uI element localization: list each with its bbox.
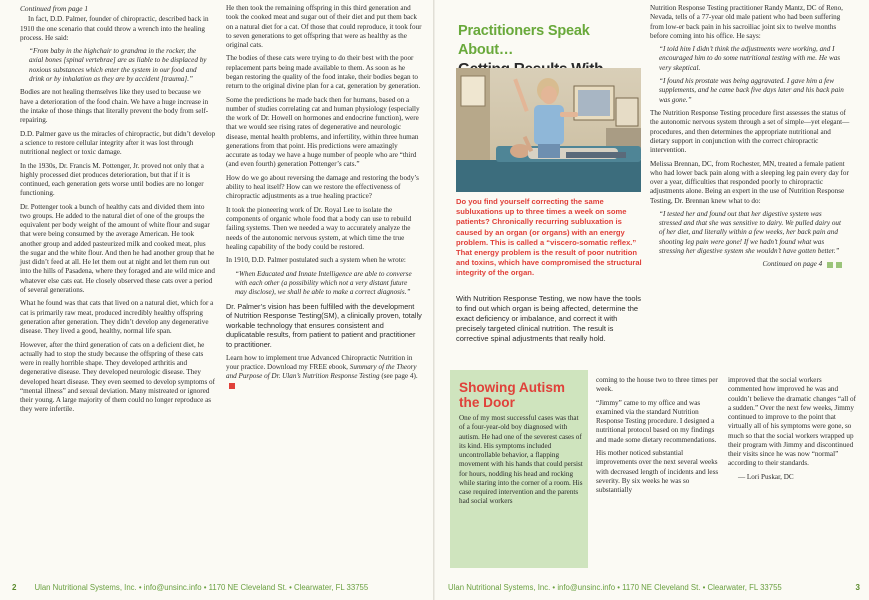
sidebar-column-1: [459, 414, 585, 511]
quote: “From baby in the highchair to grandma in the rocker, the axial bones [spinal vertebrae] are as liable to be displaced by noxious substances which enter the system in our food and drink or by inhalation as they are by accident [trauma].”: [29, 47, 207, 83]
paragraph: “Jimmy” came to my office and was examined via the standard Nutrition Response Testing procedure. I designed a nutritional protocol based on my findings and made some dietary recommendations.: [596, 398, 717, 444]
paragraph: In the 1930s, Dr. Francis M. Pottenger, Jr. proved not only that a highly processed diet produces deterioration, but that if it is continued, each generation gets worse until bodies are no longer functioning.: [20, 161, 204, 198]
paragraph: How do we go about reversing the damage and restoring the body’s ability to heal itself? How can we restore the effectiveness of chiropractic adjustments as a true healing practice?: [226, 173, 419, 201]
quote: “When Educated and Innate Intelligence are able to converse with each other (a possibility which not a very distant future may disclose), we shall be able to make a correct diagnosis.”: [235, 269, 412, 297]
paragraph: Melissa Brennan, DC, from Rochester, MN, treated a female patient who had lower back pain along with a sleeping leg pain every day for over a year, difficulties that responded poorly to chiropractic adjustments alone. Being an expert in the use of Nutrition Response Testing, Dr. Brennan knew what to do:: [650, 159, 849, 205]
sidebar-column-2: [596, 376, 722, 500]
left-column-1: [20, 4, 216, 419]
paragraph: The Nutrition Response Testing procedure first assesses the status of the autonomic nervous system through a set of simple—yet elegant—procedures, and then determines the appropriate nutritional and dietary support in conjunction with the correct chiropractic intervention.: [650, 109, 850, 155]
callout-text: Do you find yourself correcting the same subluxations up to three times a week on some patients? Chronically recurring subluxation is caused by an organ (or organs) with an energy problem. This is called a “viscero-somatic reflex.” That energy problem is the result of poor nutrition and toxins, which have compromised the structural integrity of the organ.: [456, 197, 642, 278]
sidebar-title-line: the Door: [459, 395, 515, 410]
paragraph: With Nutrition Response Testing, we now have the tools to find out which organ is being affected, determine the exact deficiency or imbalance, and correct it with precisely targeted clinical nutrition. The result is corrective spinal adjustments that really hold.: [456, 294, 641, 343]
paragraph: It took the pioneering work of Dr. Royal Lee to isolate the components of organic whole food that a body can use to rebuild failing systems. Then we needed a way to accurately analyze the needs of the autonomic nervous system, at which time the true healing capability of the body could be restored.: [226, 205, 412, 251]
paragraph: Dr. Pottenger took a bunch of healthy cats and divided them into two groups. He added to the natural diet of one of the groups the equivalent per body weight of the amount of white flour and sugar that were being consumed by the average American. He took another group and added pasteurized milk and cooked meat, plus the sugar and the white flour. And then he had another group that he just didn’t feed at all. He let them out at night and let them run out into the hills of Pasadena, where they foraged and ate wild mice and whatever else cats eat. He closely observed these cats over a period of several generations.: [20, 202, 215, 294]
square-icon: [827, 262, 833, 268]
paragraph: In 1910, D.D. Palmer postulated such a system when he wrote:: [226, 256, 406, 265]
end-mark-icon: [229, 383, 235, 389]
page-number: 3: [855, 582, 860, 592]
paragraph: The bodies of these cats were trying to do their best with the poor replacement parts being made available to them. As soon as he began restoring the quality of the food intake, their bodies began to return to the original divine plan for a cat, generation by generation.: [226, 54, 421, 91]
left-page: [0, 0, 434, 600]
paragraph: In fact, D.D. Palmer, founder of chiropractic, described back in 1910 the one scenario that could throw a wrench into the healing process. He said:: [20, 15, 209, 42]
right-column-2: [650, 4, 850, 274]
footer-text: Ulan Nutritional Systems, Inc. • info@unsinc.info • 1170 NE Cleveland St. • Clearwater, FL 33755: [448, 582, 782, 592]
photo-illustration: [456, 68, 641, 192]
ebook-title[interactable]: Summary of the Theory and Purpose of Dr. Ulan’s Nutrition Response Testing: [226, 362, 417, 381]
sidebar-title: [459, 380, 565, 410]
paragraph-text: Learn how to implement true Advanced Chiropractic Nutrition in your practice. Download my FREE ebook,: [226, 353, 413, 371]
quote: “I tested her and found out that her digestive system was stressed and that she was sensitive to dairy. We pulled dairy out of her diet, and literally within a few weeks, her back pain and shooting leg pain were gone! If we hadn’t found what was stressing her digestive system she wouldn’t have gotten better.”: [659, 209, 841, 255]
footer-text: Ulan Nutritional Systems, Inc. • info@unsinc.info • 1170 NE Cleveland St. • Clearwater, FL 33755: [34, 582, 369, 592]
paragraph: Some the predictions he made back then for humans, based on a number of studies correlating cat and human physiology (especially the work of Dr. Howell on hormones and endocrine function), were that we would see rising rates of degenerative and neurologic disease, mental health problems, and infertility, within three human generations from that point. His predictions were amazingly accurate as today we have a huge number of people who are “third (and even fourth) generation Pottenger’s cats.”: [226, 95, 420, 169]
signature: — Lori Puskar, DC: [738, 472, 794, 481]
footer-right: [448, 576, 866, 598]
title-kicker: Practitioners Speak About…: [458, 23, 590, 58]
page-number: 2: [12, 582, 17, 592]
continued-from-label: Continued from page 1: [20, 4, 89, 13]
continued-on-label[interactable]: Continued on page 4: [762, 260, 823, 269]
quote: “I found his prostate was being aggravated. I gave him a few supplements, and he came back five days later and his back pain was gone.”: [659, 77, 844, 104]
quote: “I told him I didn’t think the adjustments were working, and I encouraged him to do some nutritional testing with me. He was very skeptical.: [659, 45, 841, 72]
sidebar-title-line: Showing Autism: [459, 380, 565, 395]
sidebar-column-3: [728, 376, 856, 486]
paragraph: Dr. Palmer’s vision has been fulfilled with the development of Nutrition Response Testing(SM), a clinically proven, totally workable technology that ensures consistent and duplicatable results, from patient to patient and practitioner to practitioner.: [226, 301, 422, 349]
paragraph-text: (see page 4).: [379, 372, 418, 381]
paragraph: He then took the remaining offspring in this third generation and took the cooked meat and sugar out of their diet and put them back on a natural diet for a cat. Of those that could reproduce, it took four to seven generations to get offspring that were as healthy as the original cats.: [226, 4, 422, 49]
paragraph: What he found was that cats that lived on a natural diet, which for a cat is primarily raw meat, produced incredibly healthy offspring generation after generation. They didn’t develop any degenerative disease. They lived a good, healthy, normal life span.: [20, 299, 214, 336]
practitioner-photo: [456, 68, 641, 192]
paragraph: Nutrition Response Testing practitioner Randy Mantz, DC of Reno, Nevada, tells of a 77-year old male patient who had been suffering from low-er back pain in his sacroiliac joint six to twelve months before coming into his office. He says:: [650, 4, 843, 40]
paragraph: coming to the house two to three times per week.: [596, 376, 718, 394]
ebook-paragraph: [226, 354, 422, 391]
paragraph: His mother noticed substantial improvements over the next several weeks with decreased length of incidents and less severity. By six weeks he was so substantially: [596, 449, 719, 495]
left-column-2: [226, 4, 422, 395]
continued-on: [650, 260, 850, 269]
square-icon: [836, 262, 842, 268]
footer-left: [12, 576, 432, 598]
paragraph: Bodies are not healing themselves like they used to because we have a deterioration of the food chain. We have a huge increase in the intake of those things that literally prevent the body from self-repairing.: [20, 88, 209, 125]
intro-paragraph: [456, 294, 642, 348]
paragraph: One of my most successful cases was that of a four-year-old boy diagnosed with autism. He had one of the severest cases of its kind. His symptoms included uncontrollable behavior, a flapping movement with his hands that could persist for hours, nodding his head and rocking while staring into the corner of a room. His case required intervention and the parents had social workers: [459, 414, 583, 506]
paragraph: D.D. Palmer gave us the miracles of chiropractic, but didn’t develop a science to restore cellular integrity after it was lost through nutritional neglect or toxic damage.: [20, 129, 216, 157]
paragraph: However, after the third generation of cats on a deficient diet, he actually had to stop the study because the offspring of these cats were in really horrible shape. They developed arthritis and degenerative disease. They developed neurologic disease. They developed heart disease. They even seemed to develop symptoms of “mental illness” and sexual deviation. Many mistreated or ignored their young. A large majority of them could no longer reproduce as they were infertile.: [20, 340, 215, 414]
paragraph: improved that the social workers commented how improved he was and couldn’t believe the dramatic changes “all of a sudden.” Over the next few weeks, Jimmy continued to improve to the point that virtually all of his symptoms were gone, so much so that the social workers wrapped up their program with Jimmy and discontinued their visits since he was now “normal” according to their standards.: [728, 376, 856, 468]
